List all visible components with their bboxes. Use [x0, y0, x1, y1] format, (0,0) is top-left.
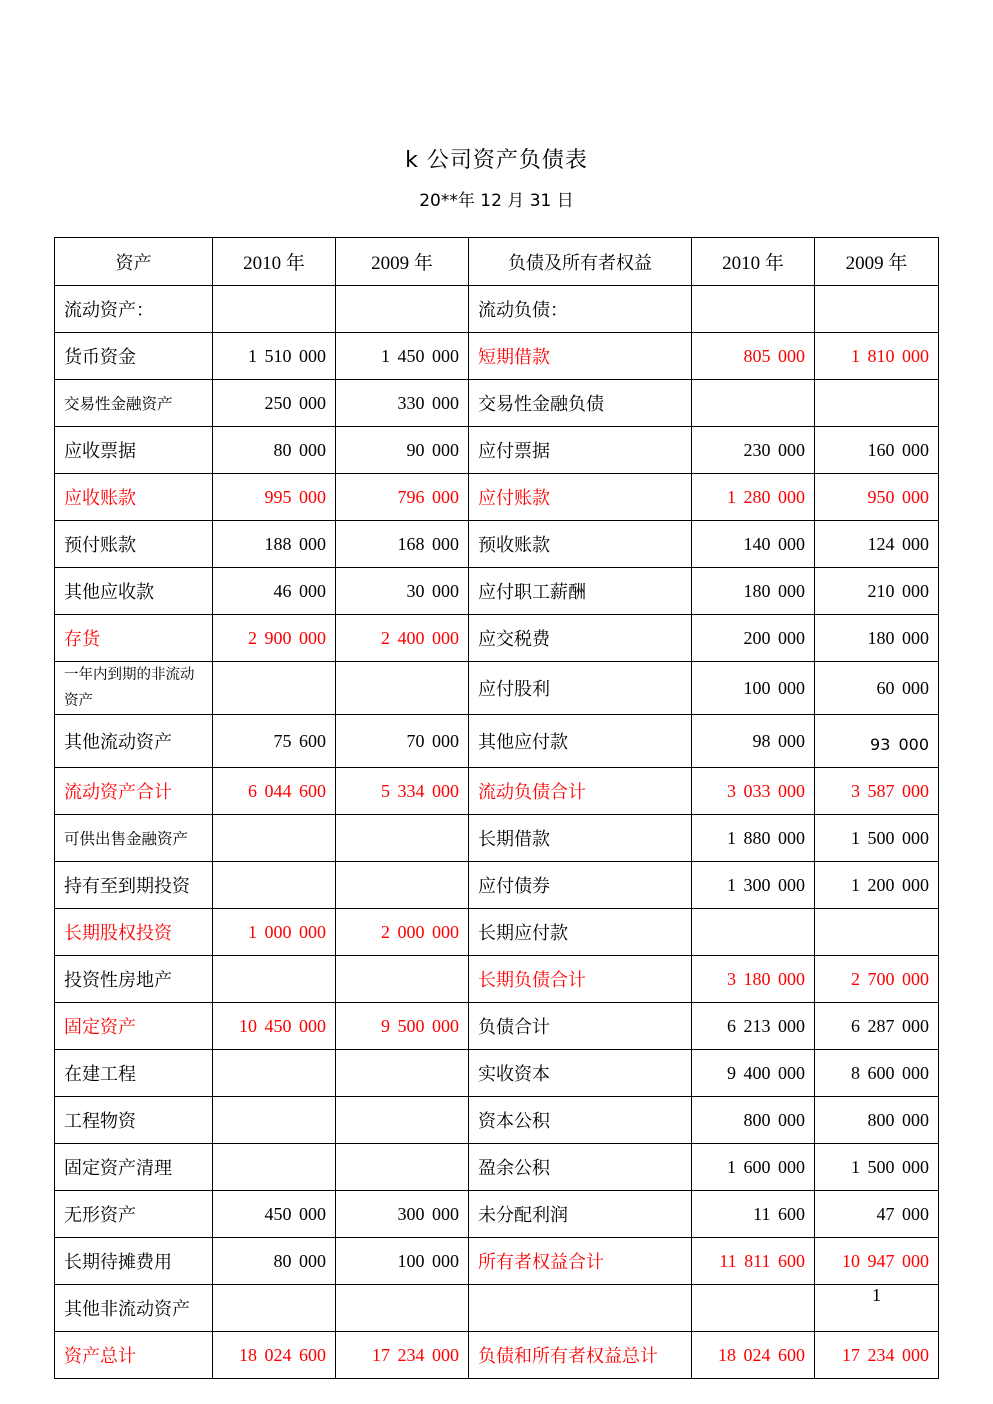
liability-2010-value: 3 180 000 [692, 956, 815, 1003]
report-date: 20**年 12 月 31 日 [419, 191, 574, 211]
liability-2009-value: 210 000 [815, 568, 939, 615]
asset-label: 固定资产清理 [55, 1144, 213, 1191]
liability-label: 其他应付款 [469, 715, 692, 768]
liability-label: 流动负债合计 [469, 768, 692, 815]
asset-2010-value: 1 510 000 [213, 333, 336, 380]
liability-2009-value: 950 000 [815, 474, 939, 521]
asset-label: 存货 [55, 615, 213, 662]
liability-2010-value: 11 600 [692, 1191, 815, 1238]
asset-2010-value: 80 000 [213, 427, 336, 474]
asset-2009-value: 100 000 [336, 1238, 469, 1285]
asset-2010-value: 995 000 [213, 474, 336, 521]
liability-label: 应付票据 [469, 427, 692, 474]
asset-label: 其他非流动资产 [55, 1285, 213, 1332]
table-row [55, 615, 939, 662]
table-row [55, 1285, 939, 1332]
asset-2009-value [336, 956, 469, 1003]
asset-label: 长期待摊费用 [55, 1238, 213, 1285]
asset-2009-value: 168 000 [336, 521, 469, 568]
liability-2009-value: 47 000 [815, 1191, 939, 1238]
liability-2009-value [815, 286, 939, 333]
asset-2009-value: 2 000 000 [336, 909, 469, 956]
table-row [55, 568, 939, 615]
asset-label: 流动资产： [55, 286, 213, 333]
asset-label: 货币资金 [55, 333, 213, 380]
asset-label: 资产总计 [55, 1332, 213, 1379]
table-row [55, 909, 939, 956]
table-row [55, 1191, 939, 1238]
table-row [55, 333, 939, 380]
asset-2010-value: 80 000 [213, 1238, 336, 1285]
table-row [55, 427, 939, 474]
asset-label: 长期股权投资 [55, 909, 213, 956]
liability-2010-value [692, 1285, 815, 1332]
asset-2009-value [336, 815, 469, 862]
asset-2009-value: 330 000 [336, 380, 469, 427]
asset-2009-value [336, 1285, 469, 1332]
header-assets: 资产 [55, 238, 213, 286]
asset-2010-value [213, 956, 336, 1003]
liability-2010-value: 230 000 [692, 427, 815, 474]
liability-2010-value [692, 909, 815, 956]
liability-2010-value: 18 024 600 [692, 1332, 815, 1379]
liability-2010-value [692, 286, 815, 333]
liability-2010-value: 1 880 000 [692, 815, 815, 862]
table-row [55, 956, 939, 1003]
asset-2010-value [213, 1050, 336, 1097]
asset-2009-value: 1 450 000 [336, 333, 469, 380]
asset-2009-value: 70 000 [336, 715, 469, 768]
asset-2009-value: 30 000 [336, 568, 469, 615]
asset-2009-value [336, 862, 469, 909]
asset-label: 流动资产合计 [55, 768, 213, 815]
liability-2010-value: 805 000 [692, 333, 815, 380]
asset-2010-value: 1 000 000 [213, 909, 336, 956]
liability-label: 实收资本 [469, 1050, 692, 1097]
liability-2009-value: 6 287 000 [815, 1003, 939, 1050]
asset-2009-value: 9 500 000 [336, 1003, 469, 1050]
liability-2009-value: 1 500 000 [815, 815, 939, 862]
asset-2010-value [213, 862, 336, 909]
asset-2010-value: 6 044 600 [213, 768, 336, 815]
liability-label: 长期借款 [469, 815, 692, 862]
liability-2009-value: 93 000 [815, 715, 939, 768]
asset-2010-value [213, 815, 336, 862]
asset-2009-value: 796 000 [336, 474, 469, 521]
liability-2009-value: 60 000 [815, 662, 939, 715]
asset-label: 其他流动资产 [55, 715, 213, 768]
asset-2009-value [336, 662, 469, 715]
asset-2009-value [336, 1050, 469, 1097]
liability-label: 预收账款 [469, 521, 692, 568]
asset-label: 可供出售金融资产 [55, 815, 213, 862]
asset-label: 投资性房地产 [55, 956, 213, 1003]
asset-label: 持有至到期投资 [55, 862, 213, 909]
header-row [55, 238, 939, 286]
asset-2009-value [336, 286, 469, 333]
asset-label: 固定资产 [55, 1003, 213, 1050]
liability-2010-value: 98 000 [692, 715, 815, 768]
table-row [55, 1003, 939, 1050]
liability-label: 应交税费 [469, 615, 692, 662]
liability-2010-value: 1 280 000 [692, 474, 815, 521]
document-title: k 公司资产负债表 [405, 148, 588, 173]
asset-2010-value: 250 000 [213, 380, 336, 427]
liability-label: 短期借款 [469, 333, 692, 380]
liability-2009-value [815, 380, 939, 427]
liability-label: 应付股利 [469, 662, 692, 715]
asset-2009-value: 2 400 000 [336, 615, 469, 662]
asset-2009-value: 300 000 [336, 1191, 469, 1238]
liability-label: 盈余公积 [469, 1144, 692, 1191]
liability-2009-value: 1 200 000 [815, 862, 939, 909]
asset-2009-value: 5 334 000 [336, 768, 469, 815]
table-row [55, 862, 939, 909]
liability-label: 长期负债合计 [469, 956, 692, 1003]
liability-2009-value: 3 587 000 [815, 768, 939, 815]
table-row [55, 380, 939, 427]
table-row [55, 1238, 939, 1285]
liability-2009-value: 8 600 000 [815, 1050, 939, 1097]
liability-label: 所有者权益合计 [469, 1238, 692, 1285]
liability-label: 资本公积 [469, 1097, 692, 1144]
liability-2009-value: 1 500 000 [815, 1144, 939, 1191]
liability-label: 交易性金融负债 [469, 380, 692, 427]
liability-2010-value: 11 811 600 [692, 1238, 815, 1285]
asset-label: 其他应收款 [55, 568, 213, 615]
liability-label: 流动负债： [469, 286, 692, 333]
liability-2010-value: 180 000 [692, 568, 815, 615]
liability-2010-value: 9 400 000 [692, 1050, 815, 1097]
asset-2010-value: 18 024 600 [213, 1332, 336, 1379]
asset-label: 在建工程 [55, 1050, 213, 1097]
table-row [55, 662, 939, 715]
header-assets-2010: 2010 年 [213, 238, 336, 286]
asset-2010-value: 450 000 [213, 1191, 336, 1238]
liability-label: 应付职工薪酬 [469, 568, 692, 615]
liability-2009-value: 124 000 [815, 521, 939, 568]
asset-label: 应收票据 [55, 427, 213, 474]
table-row [55, 815, 939, 862]
liability-2009-value: 17 234 000 [815, 1332, 939, 1379]
table-row [55, 768, 939, 815]
liability-label: 负债合计 [469, 1003, 692, 1050]
table-row [55, 1144, 939, 1191]
asset-2009-value: 17 234 000 [336, 1332, 469, 1379]
liability-2009-value: 800 000 [815, 1097, 939, 1144]
liability-label [469, 1285, 692, 1332]
asset-2010-value [213, 1285, 336, 1332]
liability-2009-value: 160 000 [815, 427, 939, 474]
header-liabilities-equity: 负债及所有者权益 [469, 238, 692, 286]
liability-label: 应付账款 [469, 474, 692, 521]
balance-sheet-table [54, 237, 939, 1379]
table-row [55, 521, 939, 568]
header-liab-2010: 2010 年 [692, 238, 815, 286]
asset-2010-value [213, 286, 336, 333]
table-row [55, 1332, 939, 1379]
asset-label: 预付账款 [55, 521, 213, 568]
page-number: 1 [815, 1285, 939, 1332]
liability-label: 长期应付款 [469, 909, 692, 956]
liability-2010-value: 3 033 000 [692, 768, 815, 815]
asset-label: 工程物资 [55, 1097, 213, 1144]
liability-2010-value: 1 300 000 [692, 862, 815, 909]
liability-label: 负债和所有者权益总计 [469, 1332, 692, 1379]
liability-2009-value: 10 947 000 [815, 1238, 939, 1285]
asset-2010-value: 10 450 000 [213, 1003, 336, 1050]
asset-2010-value [213, 1097, 336, 1144]
asset-2010-value [213, 1144, 336, 1191]
liability-2009-value: 1 810 000 [815, 333, 939, 380]
asset-2009-value: 90 000 [336, 427, 469, 474]
liability-2010-value: 800 000 [692, 1097, 815, 1144]
header-liab-2009: 2009 年 [815, 238, 939, 286]
liability-label: 应付债券 [469, 862, 692, 909]
liability-2010-value: 6 213 000 [692, 1003, 815, 1050]
liability-label: 未分配利润 [469, 1191, 692, 1238]
liability-2010-value: 200 000 [692, 615, 815, 662]
liability-2009-value [815, 909, 939, 956]
asset-2009-value [336, 1097, 469, 1144]
table-row [55, 286, 939, 333]
asset-label: 无形资产 [55, 1191, 213, 1238]
asset-2009-value [336, 1144, 469, 1191]
table-row [55, 1050, 939, 1097]
asset-2010-value [213, 662, 336, 715]
table-row [55, 715, 939, 768]
liability-2009-value: 2 700 000 [815, 956, 939, 1003]
liability-2010-value [692, 380, 815, 427]
table-row [55, 1097, 939, 1144]
table-row [55, 474, 939, 521]
liability-2009-value: 180 000 [815, 615, 939, 662]
asset-2010-value: 75 600 [213, 715, 336, 768]
header-assets-2009: 2009 年 [336, 238, 469, 286]
liability-2010-value: 100 000 [692, 662, 815, 715]
liability-2010-value: 140 000 [692, 521, 815, 568]
asset-label: 交易性金融资产 [55, 380, 213, 427]
asset-2010-value: 46 000 [213, 568, 336, 615]
asset-2010-value: 2 900 000 [213, 615, 336, 662]
asset-label: 应收账款 [55, 474, 213, 521]
asset-2010-value: 188 000 [213, 521, 336, 568]
asset-label: 一年内到期的非流动资产 [55, 662, 213, 715]
liability-2010-value: 1 600 000 [692, 1144, 815, 1191]
